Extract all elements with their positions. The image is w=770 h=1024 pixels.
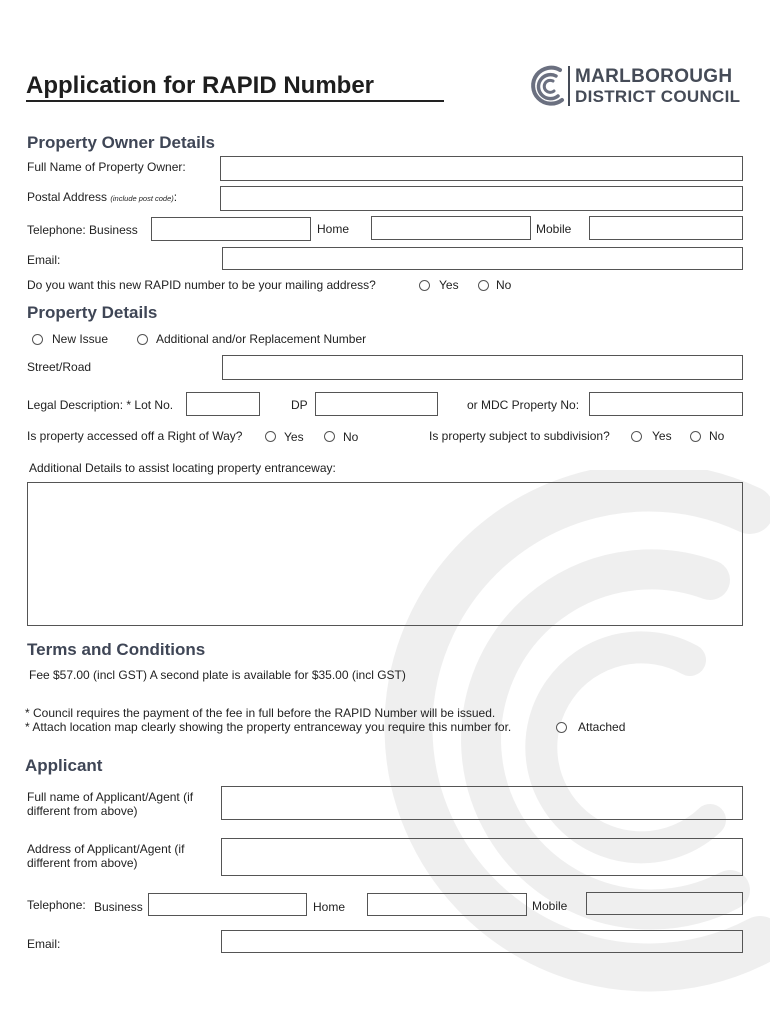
owner-home-label: Home	[317, 222, 350, 236]
additional-details-textarea[interactable]	[27, 482, 743, 626]
mailing-no-label: No	[496, 278, 512, 292]
postal-address-colon: :	[173, 190, 178, 204]
applicant-address-label-1: Address of Applicant/Agent (if	[27, 842, 185, 856]
applicant-address-field[interactable]	[221, 838, 743, 876]
subdivision-yes-label: Yes	[652, 429, 672, 443]
right-of-way-no-label: No	[343, 430, 359, 444]
owner-section-heading: Property Owner Details	[27, 133, 216, 152]
mailing-no-radio[interactable]	[478, 280, 489, 291]
applicant-section-heading: Applicant	[25, 756, 103, 775]
right-of-way-yes-label: Yes	[284, 430, 304, 444]
terms-section-heading: Terms and Conditions	[27, 640, 206, 659]
owner-mobile-phone-field[interactable]	[589, 216, 743, 240]
applicant-telephone-label: Telephone:	[27, 898, 86, 912]
postal-address-field[interactable]	[220, 186, 743, 211]
right-of-way-yes-radio[interactable]	[265, 431, 276, 442]
page-title: Application for RAPID Number	[26, 72, 375, 99]
right-of-way-no-radio[interactable]	[324, 431, 335, 442]
owner-email-label: Email:	[27, 253, 61, 267]
additional-replacement-radio[interactable]	[137, 334, 148, 345]
dp-field[interactable]	[315, 392, 438, 416]
applicant-email-field[interactable]	[221, 930, 743, 953]
mailing-yes-radio[interactable]	[419, 280, 430, 291]
terms-line-2: * Attach location map clearly showing the property entranceway you require this number for.	[25, 720, 512, 734]
applicant-business-label: Business	[94, 900, 143, 914]
new-issue-label: New Issue	[52, 332, 109, 346]
mdc-property-field[interactable]	[589, 392, 743, 416]
owner-full-name-label: Full Name of Property Owner:	[27, 160, 186, 174]
subdivision-no-radio[interactable]	[690, 431, 701, 442]
applicant-mobile-label: Mobile	[532, 899, 568, 913]
lot-number-field[interactable]	[186, 392, 260, 416]
attached-label: Attached	[578, 720, 626, 734]
owner-home-phone-field[interactable]	[371, 216, 531, 240]
applicant-mobile-phone-field[interactable]	[586, 892, 743, 915]
additional-details-label: Additional Details to assist locating property entranceway:	[29, 461, 336, 475]
postal-address-text: Postal Address	[27, 190, 108, 204]
attached-radio[interactable]	[556, 722, 567, 733]
logo-line-1: MARLBOROUGH	[575, 66, 733, 87]
subdivision-yes-radio[interactable]	[631, 431, 642, 442]
logo-divider	[568, 66, 570, 106]
applicant-business-phone-field[interactable]	[148, 893, 307, 916]
street-road-label: Street/Road	[27, 360, 92, 374]
applicant-name-field[interactable]	[221, 786, 743, 820]
fee-text: Fee $57.00 (incl GST) A second plate is available for $35.00 (incl GST)	[29, 668, 406, 682]
logo-line-2: DISTRICT COUNCIL	[575, 87, 741, 106]
applicant-email-label: Email:	[27, 937, 61, 951]
new-issue-radio[interactable]	[32, 334, 43, 345]
right-of-way-question: Is property accessed off a Right of Way?	[27, 429, 243, 443]
mdc-property-label: or MDC Property No:	[467, 398, 580, 412]
legal-description-label: Legal Description: * Lot No.	[27, 398, 174, 412]
applicant-home-label: Home	[313, 900, 346, 914]
applicant-name-label-2: different from above)	[27, 804, 138, 818]
applicant-address-label-2: different from above)	[27, 856, 138, 870]
mailing-address-question: Do you want this new RAPID number to be your mailing address?	[27, 278, 376, 292]
property-section-heading: Property Details	[27, 303, 158, 322]
swirl-logo-icon	[526, 64, 566, 108]
subdivision-no-label: No	[709, 429, 725, 443]
postal-address-note: (include post code)	[110, 194, 174, 203]
title-underline	[26, 100, 444, 102]
postal-address-label	[27, 190, 177, 204]
owner-full-name-field[interactable]	[220, 156, 743, 181]
owner-email-field[interactable]	[222, 247, 743, 270]
additional-replacement-label: Additional and/or Replacement Number	[156, 332, 367, 346]
terms-line-1: * Council requires the payment of the fee in full before the RAPID Number will be issued.	[25, 706, 496, 720]
street-road-field[interactable]	[222, 355, 743, 380]
applicant-home-phone-field[interactable]	[367, 893, 527, 916]
owner-telephone-label: Telephone: Business	[27, 223, 138, 237]
mailing-yes-label: Yes	[439, 278, 459, 292]
applicant-name-label-1: Full name of Applicant/Agent (if	[27, 790, 194, 804]
owner-mobile-label: Mobile	[536, 222, 572, 236]
owner-business-phone-field[interactable]	[151, 217, 311, 241]
dp-label: DP	[291, 398, 308, 412]
subdivision-question: Is property subject to subdivision?	[429, 429, 610, 443]
